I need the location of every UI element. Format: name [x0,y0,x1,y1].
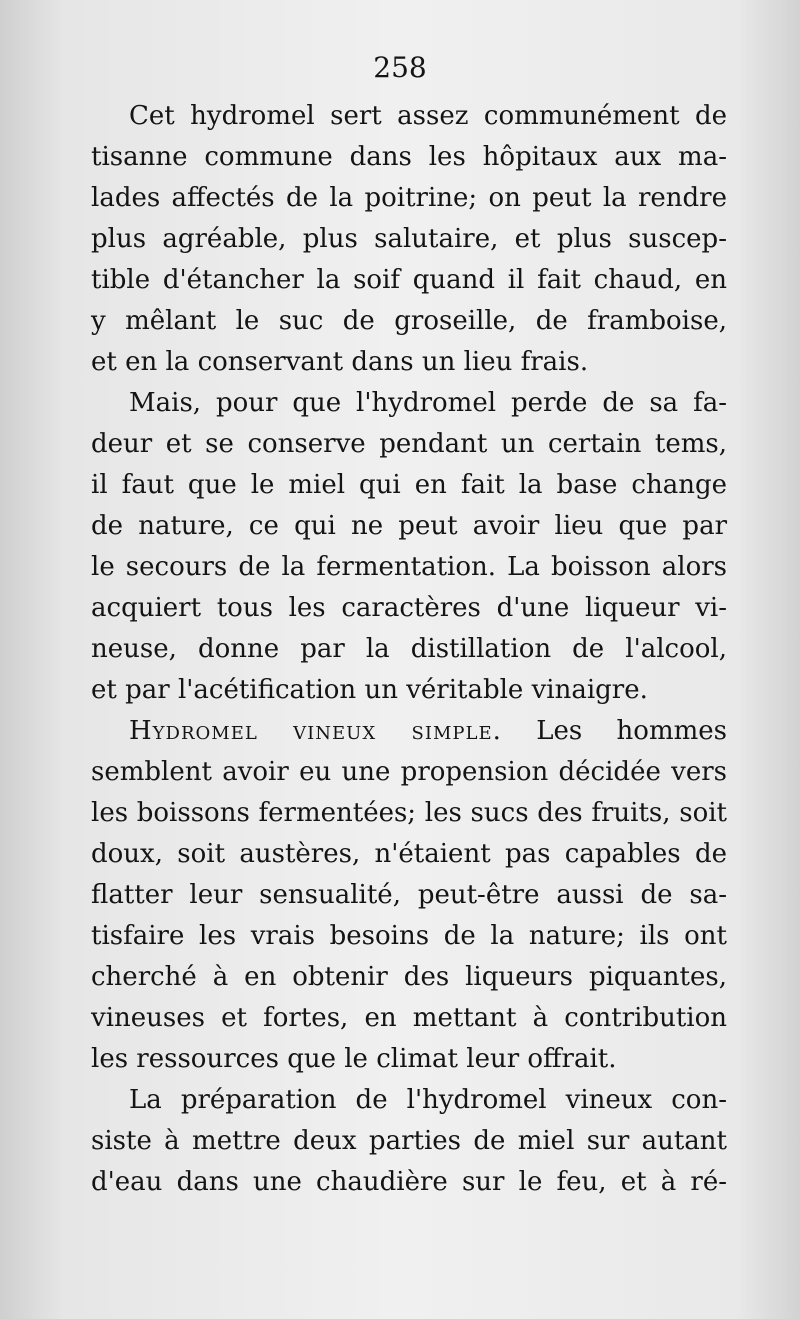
text-line: Mais, pour que l'hydromel perde de sa fa- [129,388,727,418]
text-line: les ressources que le climat leur offrait. [91,1044,617,1074]
body-text [91,96,727,1203]
text-line: doux, soit austères, n'étaient pas capables de [91,839,727,869]
text-line: lades affectés de la poitrine; on peut la rendre [91,183,727,213]
text-line: tisfaire les vrais besoins de la nature; ils ont [91,921,727,951]
text-line: La préparation de l'hydromel vineux con- [129,1085,727,1115]
text-line: y mêlant le suc de groseille, de framboise, [91,306,727,336]
text-line: siste à mettre deux parties de miel sur autant [91,1126,727,1156]
text-line: deur et se conserve pendant un certain tems, [91,429,727,459]
text-line: flatter leur sensualité, peut-être aussi de sa- [91,880,727,910]
text-line: semblent avoir eu une propension décidée vers [91,757,727,787]
section-heading: Hydromel vineux simple. [129,716,502,746]
text-line: tible d'étancher la soif quand il fait chaud, en [91,265,727,295]
text-line: tisanne commune dans les hôpitaux aux ma- [91,142,727,172]
text-line: d'eau dans une chaudière sur le feu, et à ré- [91,1167,727,1197]
text-line: les boissons fermentées; les sucs des fruits, soit [91,798,727,828]
text-line: et par l'acétification un véritable vinaigre. [91,675,648,705]
text-line: cherché à en obtenir des liqueurs piquantes, [91,962,727,992]
text-line [91,711,727,752]
text-line: et en la conservant dans un lieu frais. [91,347,589,377]
text-line: plus agréable, plus salutaire, et plus suscep- [91,224,727,254]
text-line: vineuses et fortes, en mettant à contribution [91,1003,727,1033]
page-number: 258 [373,51,427,84]
text-line-continuation: Les hommes [501,716,727,746]
text-line: il faut que le miel qui en fait la base change [91,470,727,500]
text-line: neuse, donne par la distillation de l'alcool, [91,634,727,664]
text-line: le secours de la fermentation. La boisson alors [91,552,727,582]
text-line: de nature, ce qui ne peut avoir lieu que par [91,511,727,541]
text-line: Cet hydromel sert assez communément de [129,101,727,131]
text-line: acquiert tous les caractères d'une liqueur vi- [91,593,727,623]
